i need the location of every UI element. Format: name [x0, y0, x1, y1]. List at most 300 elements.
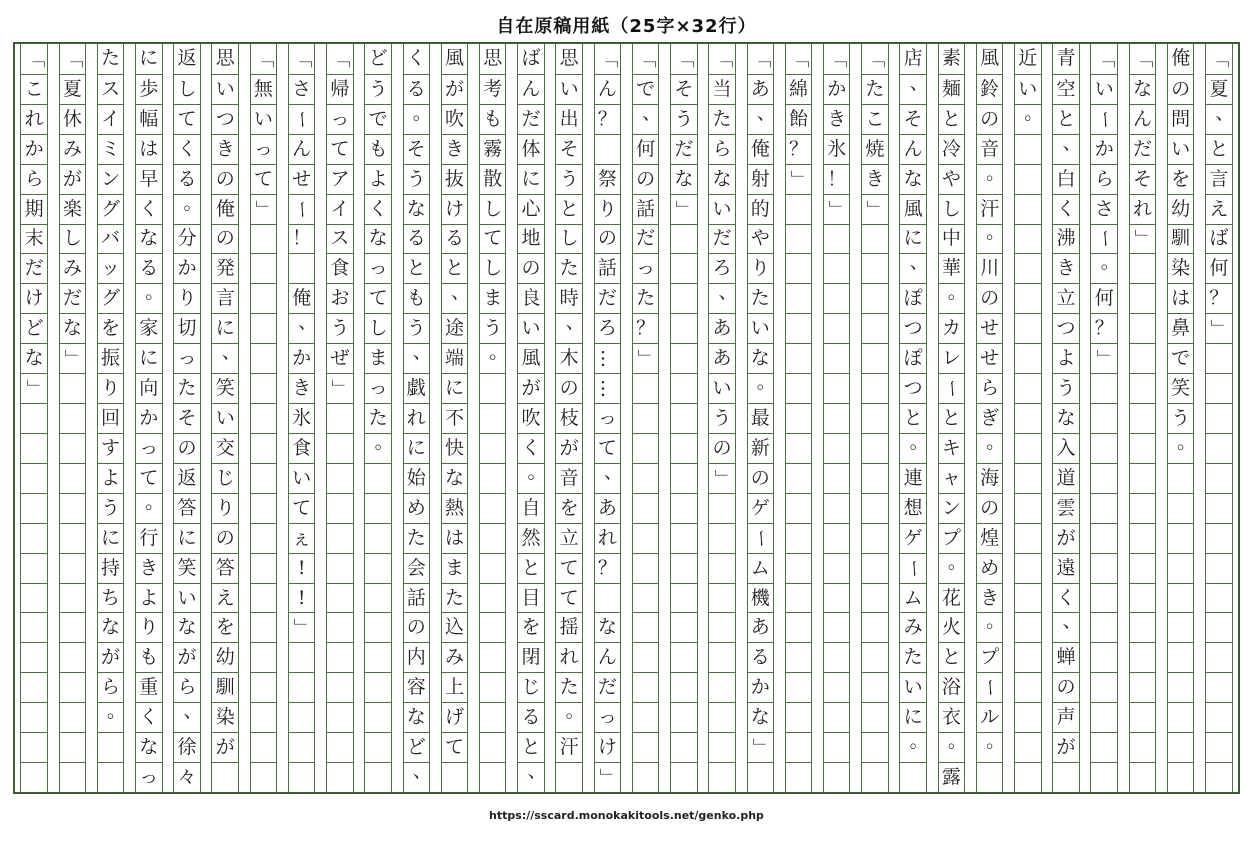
char-cell: よ — [365, 164, 391, 194]
line-column — [403, 44, 431, 792]
line-column — [861, 44, 889, 792]
char-cell: 休 — [60, 104, 86, 134]
char-cell: た — [748, 283, 774, 313]
char-cell — [60, 642, 86, 672]
char-cell: ら — [977, 373, 1003, 403]
char-cell: く — [174, 134, 200, 164]
char-cell: 答 — [212, 553, 238, 583]
char-cell: ー — [289, 194, 315, 224]
char-cell — [289, 732, 315, 762]
char-cell — [251, 463, 277, 493]
char-cell: ! — [289, 553, 315, 583]
char-cell: 何 — [633, 134, 659, 164]
char-cell — [1206, 373, 1232, 403]
char-cell: 「 — [1093, 49, 1116, 69]
char-cell — [1168, 672, 1194, 702]
char-cell — [709, 762, 735, 792]
char-cell — [1015, 224, 1041, 254]
char-cell: た — [174, 373, 200, 403]
char-cell — [862, 553, 888, 583]
char-cell — [60, 403, 86, 433]
char-cell — [1206, 553, 1232, 583]
char-cell — [60, 583, 86, 613]
char-cell: ぽ — [900, 343, 926, 373]
line-column — [594, 44, 622, 792]
char-cell: く — [136, 194, 162, 224]
char-cell: た — [556, 672, 582, 702]
char-cell — [1130, 642, 1156, 672]
char-cell — [786, 762, 812, 792]
char-cell: さ — [1091, 194, 1117, 224]
char-cell: 交 — [212, 433, 238, 463]
char-cell: か — [21, 134, 47, 164]
char-cell — [1206, 672, 1232, 702]
char-cell: 重 — [136, 672, 162, 702]
char-cell: 話 — [404, 583, 430, 613]
char-cell: 「 — [252, 49, 275, 69]
char-cell: る — [136, 253, 162, 283]
char-cell: し — [365, 313, 391, 343]
char-cell: を — [212, 612, 238, 642]
char-cell: ？ — [595, 553, 621, 583]
char-cell: え — [212, 583, 238, 613]
char-cell: う — [480, 313, 506, 343]
char-cell: バ — [98, 224, 124, 254]
char-cell — [1206, 583, 1232, 613]
char-cell: ゲ — [748, 493, 774, 523]
char-cell: 吹 — [442, 104, 468, 134]
char-cell: 向 — [136, 373, 162, 403]
char-cell: り — [136, 612, 162, 642]
char-cell: ろ — [709, 253, 735, 283]
char-cell: そ — [174, 403, 200, 433]
char-cell: 「 — [1208, 49, 1231, 69]
char-cell: ん — [595, 74, 621, 104]
char-cell: に — [518, 164, 544, 194]
char-cell: 笑 — [1168, 373, 1194, 403]
char-cell: て — [556, 583, 582, 613]
char-cell: く — [406, 47, 426, 70]
char-cell: に — [900, 224, 926, 254]
char-cell — [60, 463, 86, 493]
char-cell: 」 — [671, 194, 697, 224]
char-cell: 音 — [977, 134, 1003, 164]
char-cell — [1206, 732, 1232, 762]
char-cell: て — [595, 433, 621, 463]
char-cell — [1015, 283, 1041, 313]
char-cell: な — [595, 612, 621, 642]
char-cell: 何 — [1091, 283, 1117, 313]
char-cell — [862, 343, 888, 373]
char-cell: 良 — [518, 283, 544, 313]
char-cell — [1130, 403, 1156, 433]
char-cell: 体 — [518, 134, 544, 164]
char-cell: 」 — [21, 373, 47, 403]
char-cell: プ — [977, 642, 1003, 672]
char-cell: ミ — [98, 134, 124, 164]
line-column — [1090, 44, 1118, 792]
char-cell: ぇ — [289, 523, 315, 553]
char-cell: が — [1053, 523, 1079, 553]
char-cell — [1206, 433, 1232, 463]
char-cell — [365, 463, 391, 493]
char-cell — [365, 732, 391, 762]
char-cell: 、 — [900, 74, 926, 104]
char-cell: 冷 — [939, 134, 965, 164]
char-cell: 笑 — [174, 553, 200, 583]
char-cell: れ — [1130, 194, 1156, 224]
char-cell: と — [939, 104, 965, 134]
char-cell: 。 — [136, 493, 162, 523]
char-cell: レ — [939, 343, 965, 373]
char-cell — [1206, 523, 1232, 553]
char-cell — [786, 194, 812, 224]
char-cell — [60, 702, 86, 732]
char-cell: 、 — [212, 343, 238, 373]
char-cell — [786, 702, 812, 732]
char-cell — [862, 672, 888, 702]
char-cell: 俺 — [1171, 47, 1191, 70]
char-cell: 海 — [977, 463, 1003, 493]
char-cell — [251, 253, 277, 283]
char-cell: 空 — [1053, 74, 1079, 104]
char-cell: の — [977, 104, 1003, 134]
char-cell: ど — [21, 313, 47, 343]
char-cell: 。 — [977, 224, 1003, 254]
char-cell: 連 — [900, 463, 926, 493]
char-cell: ？ — [1091, 313, 1117, 343]
char-cell: 俺 — [748, 134, 774, 164]
char-cell: 抜 — [442, 164, 468, 194]
line-column — [670, 44, 698, 792]
char-cell: ン — [98, 164, 124, 194]
char-cell — [365, 642, 391, 672]
char-cell: 雲 — [1053, 493, 1079, 523]
char-cell — [633, 433, 659, 463]
char-cell: 馴 — [1168, 224, 1194, 254]
char-cell — [21, 642, 47, 672]
char-cell: 上 — [442, 672, 468, 702]
char-cell — [1130, 672, 1156, 702]
char-cell: イ — [98, 104, 124, 134]
char-cell: ぜ — [327, 343, 353, 373]
char-cell: る — [442, 224, 468, 254]
char-cell — [1168, 732, 1194, 762]
char-cell — [327, 762, 353, 792]
char-cell: か — [824, 74, 850, 104]
char-cell: 内 — [404, 642, 430, 672]
char-cell: の — [595, 224, 621, 254]
char-cell — [1015, 523, 1041, 553]
char-cell: 徐 — [174, 732, 200, 762]
char-cell: 笑 — [212, 373, 238, 403]
char-cell — [327, 672, 353, 702]
char-cell: 「 — [749, 49, 772, 69]
char-cell: た — [404, 523, 430, 553]
char-cell — [671, 553, 697, 583]
char-cell: グ — [98, 283, 124, 313]
line-column — [211, 44, 239, 792]
char-cell: 不 — [442, 403, 468, 433]
char-cell: る — [518, 702, 544, 732]
char-cell — [671, 463, 697, 493]
line-column — [173, 44, 201, 792]
char-cell — [327, 642, 353, 672]
char-cell: な — [900, 164, 926, 194]
char-cell: 途 — [442, 313, 468, 343]
char-cell: も — [365, 134, 391, 164]
char-cell — [1168, 762, 1194, 792]
char-cell — [633, 612, 659, 642]
char-cell — [1130, 493, 1156, 523]
char-cell — [327, 583, 353, 613]
char-cell — [21, 553, 47, 583]
char-cell — [824, 493, 850, 523]
char-cell: 店 — [903, 47, 923, 70]
char-cell: た — [365, 403, 391, 433]
char-cell — [212, 762, 238, 792]
char-cell: 氷 — [289, 403, 315, 433]
char-cell: し — [174, 74, 200, 104]
char-cell: い — [1015, 74, 1041, 104]
char-cell: 、 — [595, 463, 621, 493]
char-cell — [1091, 493, 1117, 523]
char-cell — [1091, 583, 1117, 613]
char-cell — [1015, 642, 1041, 672]
char-cell — [327, 702, 353, 732]
char-cell: が — [1053, 732, 1079, 762]
char-cell — [1015, 134, 1041, 164]
char-cell — [327, 732, 353, 762]
char-cell: 「 — [635, 49, 658, 69]
line-column — [899, 44, 927, 792]
char-cell: 」 — [251, 194, 277, 224]
char-cell: て — [327, 134, 353, 164]
char-cell — [862, 523, 888, 553]
char-cell: 汗 — [977, 194, 1003, 224]
char-cell — [709, 553, 735, 583]
char-cell: っ — [136, 433, 162, 463]
char-cell: ？ — [595, 104, 621, 134]
char-cell: っ — [136, 762, 162, 792]
char-cell — [480, 523, 506, 553]
char-cell: に — [136, 343, 162, 373]
char-cell: 音 — [556, 463, 582, 493]
char-cell: す — [98, 433, 124, 463]
char-cell: 、 — [633, 104, 659, 134]
char-cell: グ — [98, 194, 124, 224]
char-cell — [1130, 373, 1156, 403]
char-cell — [21, 433, 47, 463]
char-cell: 綿 — [786, 74, 812, 104]
char-cell: 、 — [404, 343, 430, 373]
char-cell — [824, 732, 850, 762]
char-cell: し — [939, 194, 965, 224]
char-cell: と — [939, 403, 965, 433]
char-cell: よ — [98, 463, 124, 493]
char-cell — [1206, 403, 1232, 433]
char-cell: う — [1168, 403, 1194, 433]
char-cell: が — [212, 732, 238, 762]
char-cell: 最 — [748, 403, 774, 433]
char-cell: そ — [556, 134, 582, 164]
char-cell: て — [251, 164, 277, 194]
char-cell: か — [289, 343, 315, 373]
char-cell — [289, 672, 315, 702]
char-cell: さ — [289, 74, 315, 104]
char-cell: の — [748, 463, 774, 493]
char-cell — [251, 493, 277, 523]
char-cell — [251, 612, 277, 642]
char-cell: 話 — [633, 194, 659, 224]
char-cell — [824, 612, 850, 642]
char-cell — [824, 343, 850, 373]
char-cell: ー — [900, 553, 926, 583]
char-cell — [824, 762, 850, 792]
char-cell: み — [60, 253, 86, 283]
char-cell — [1130, 702, 1156, 732]
char-cell — [671, 732, 697, 762]
char-cell — [1168, 702, 1194, 732]
char-cell — [709, 612, 735, 642]
char-cell: そ — [671, 74, 697, 104]
char-cell: 」 — [327, 373, 353, 403]
char-cell: だ — [595, 672, 621, 702]
char-cell: う — [1053, 373, 1079, 403]
char-cell: 思 — [559, 47, 579, 70]
char-cell: 素 — [941, 47, 961, 70]
char-cell: 。 — [136, 283, 162, 313]
char-cell: 早 — [136, 164, 162, 194]
char-cell — [862, 253, 888, 283]
char-cell — [251, 553, 277, 583]
char-cell: け — [595, 732, 621, 762]
char-cell — [365, 762, 391, 792]
char-cell — [1206, 343, 1232, 373]
char-cell: た — [442, 583, 468, 613]
char-cell: 。 — [900, 732, 926, 762]
char-cell: ャ — [939, 463, 965, 493]
char-cell: の — [633, 164, 659, 194]
char-cell: ゲ — [900, 523, 926, 553]
char-cell: 」 — [1206, 313, 1232, 343]
char-cell — [480, 732, 506, 762]
char-cell — [60, 433, 86, 463]
char-cell: だ — [709, 224, 735, 254]
char-cell — [60, 553, 86, 583]
char-cell: 自 — [518, 493, 544, 523]
char-cell: た — [556, 253, 582, 283]
char-cell — [862, 463, 888, 493]
char-cell — [556, 762, 582, 792]
char-cell — [595, 583, 621, 613]
char-cell — [60, 762, 86, 792]
char-cell: 。 — [1015, 104, 1041, 134]
char-cell: い — [748, 313, 774, 343]
char-cell: 返 — [174, 463, 200, 493]
char-cell: 霧 — [480, 134, 506, 164]
char-cell — [327, 612, 353, 642]
char-cell: っ — [595, 702, 621, 732]
char-cell — [21, 672, 47, 702]
char-cell — [633, 583, 659, 613]
char-cell: 持 — [98, 553, 124, 583]
char-cell — [786, 672, 812, 702]
char-cell: か — [1091, 134, 1117, 164]
char-cell — [862, 493, 888, 523]
char-cell: 無 — [251, 74, 277, 104]
char-cell: 揺 — [556, 612, 582, 642]
char-cell: 。 — [1091, 253, 1117, 283]
char-cell: た — [900, 642, 926, 672]
char-cell: 」 — [289, 612, 315, 642]
char-cell: ！ — [824, 164, 850, 194]
char-cell: 答 — [174, 493, 200, 523]
char-cell: つ — [900, 313, 926, 343]
char-cell: を — [1168, 164, 1194, 194]
char-cell — [709, 702, 735, 732]
char-cell: な — [1053, 403, 1079, 433]
char-cell: て — [289, 493, 315, 523]
char-cell — [1130, 433, 1156, 463]
char-cell — [1015, 313, 1041, 343]
line-column — [632, 44, 660, 792]
char-cell — [1015, 373, 1041, 403]
char-cell: う — [709, 403, 735, 433]
char-cell: り — [748, 253, 774, 283]
char-cell: 。 — [977, 732, 1003, 762]
char-cell — [21, 403, 47, 433]
char-cell: は — [442, 523, 468, 553]
char-cell — [633, 463, 659, 493]
char-cell: ん — [518, 74, 544, 104]
char-cell: と — [404, 253, 430, 283]
char-cell: 当 — [709, 74, 735, 104]
char-cell: う — [365, 74, 391, 104]
char-cell — [824, 672, 850, 702]
char-cell: じ — [212, 463, 238, 493]
char-cell: プ — [939, 523, 965, 553]
char-cell: だ — [21, 253, 47, 283]
char-cell: 目 — [518, 583, 544, 613]
char-cell — [824, 373, 850, 403]
char-cell: 、 — [1206, 104, 1232, 134]
char-cell — [21, 702, 47, 732]
char-cell — [1130, 553, 1156, 583]
char-cell: 、 — [556, 313, 582, 343]
char-cell: な — [136, 732, 162, 762]
char-cell: 「 — [673, 49, 696, 69]
char-cell: の — [174, 433, 200, 463]
line-column — [823, 44, 851, 792]
char-cell: な — [671, 164, 697, 194]
char-cell — [1168, 463, 1194, 493]
char-cell: あ — [709, 313, 735, 343]
char-cell: き — [1053, 253, 1079, 283]
char-cell — [327, 553, 353, 583]
char-cell — [289, 762, 315, 792]
char-cell: 思 — [483, 47, 503, 70]
char-cell — [709, 672, 735, 702]
char-cell: じ — [518, 672, 544, 702]
char-cell: 、 — [518, 762, 544, 792]
char-cell: ! — [289, 583, 315, 613]
char-cell: こ — [862, 104, 888, 134]
char-cell: 。 — [977, 164, 1003, 194]
char-cell: な — [748, 702, 774, 732]
line-column — [555, 44, 583, 792]
char-cell — [1168, 612, 1194, 642]
